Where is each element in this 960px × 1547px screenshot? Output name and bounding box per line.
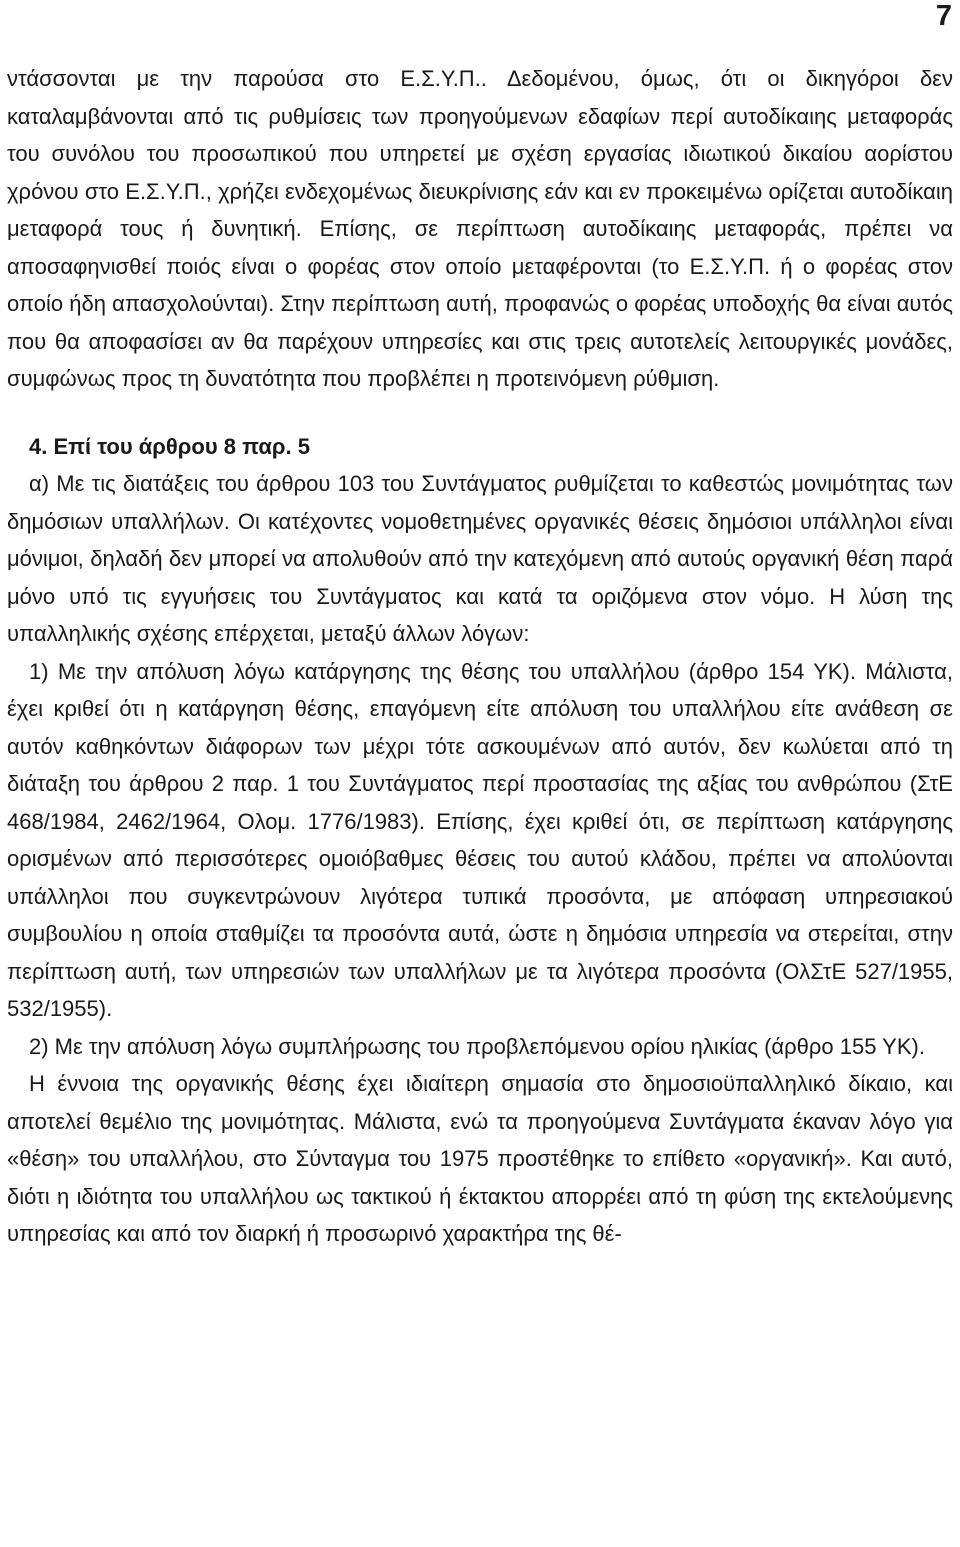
body-text — [7, 60, 953, 1253]
section-heading: 4. Επί του άρθρου 8 παρ. 5 — [29, 433, 310, 459]
paragraph-item-1: 1) Με την απόλυση λόγω κατάργησης της θέσης του υπαλλήλου (άρθρο 154 ΥΚ). Μάλιστα, έχει κριθεί ότι η κατάργηση θέσης, επαγόμενη είτε απόλυση του υπαλλήλου είτε ανάθεση σε αυτόν καθηκόντων διάφορων των μέχρι τότε ασκουμένων από αυτόν, δεν κωλύεται από τη διάταξη του άρθρου 2 παρ. 1 του Συντάγματος περί προστασίας της αξίας του ανθρώπου (ΣτΕ 468/1984, 2462/1964, Ολομ. 1776/1983). Επίσης, έχει κριθεί ότι, σε περίπτωση κατάργησης ορισμένων από περισσότερες ομοιόβαθμες θέσεις του αυτού κλάδου, πρέπει να απολύονται υπάλληλοι που συγκεντρώνουν λιγότερα τυπικά προσόντα, με απόφαση υπηρεσιακού συμβουλίου η οποία σταθμίζει τα προσόντα αυτά, ώστε η δημόσια υπηρεσία να στερείται, στην περίπτωση αυτή, των υπηρεσιών των υπαλλήλων με τα λιγότερα προσόντα (ΟλΣτΕ 527/1955, 532/1955). — [7, 658, 953, 1021]
paragraph-organic-position: Η έννοια της οργανικής θέσης έχει ιδιαίτερη σημασία στο δημοσιοϋπαλληλικό δίκαιο, και αποτελεί θεμέλιο της μονιμότητας. Μάλιστα, ενώ τα προηγούμενα Συντάγματα έκαναν λόγο για «θέση» του υπαλλήλου, στο Σύνταγμα του 1975 προστέθηκε το επίθετο «οργανική». Και αυτό, διότι η ιδιότητα του υπαλλήλου ως τακτικού ή έκτακτου απορρέει από τη φύση της εκτελούμενης υπηρεσίας και από τον διαρκή ή προσωρινό χαρακτήρα της θέ- — [7, 1071, 953, 1246]
paragraph-a: α) Με τις διατάξεις του άρθρου 103 του Συντάγματος ρυθμίζεται το καθεστώς μονιμότητας των δημόσιων υπαλλήλων. Οι κατέχοντες νομοθετημένες οργανικές θέσεις δημόσιοι υπάλληλοι είναι μόνιμοι, δηλαδή δεν μπορεί να απολυθούν από την κατεχόμενη από αυτούς οργανική θέση παρά μόνο υπό τις εγγυήσεις του Συντάγματος και κατά τα οριζόμενα στον νόμο. Η λύση της υπαλληλικής σχέσης επέρχεται, μεταξύ άλλων λόγων: — [7, 471, 953, 646]
paragraph-item-2: 2) Με την απόλυση λόγω συμπλήρωσης του προβλεπόμενου ορίου ηλικίας (άρθρο 155 ΥΚ). — [29, 1033, 925, 1059]
paragraph-intro: ντάσσονται με την παρούσα στο Ε.Σ.Υ.Π.. Δεδομένου, όμως, ότι οι δικηγόροι δεν καταλαμβάνονται από τις ρυθμίσεις των προηγούμενων εδαφίων περί αυτοδίκαιης μεταφοράς του συνόλου του προσωπικού που υπηρετεί με σχέση εργασίας ιδιωτικού δικαίου αορίστου χρόνου στο Ε.Σ.Υ.Π., χρήζει ενδεχομένως διευκρίνισης εάν και εν προκειμένω ορίζεται αυτοδίκαιη μεταφορά τους ή δυνητική. Επίσης, σε περίπτωση αυτοδίκαιης μεταφοράς, πρέπει να αποσαφηνισθεί ποιός είναι ο φορέας στον οποίο μεταφέρονται (το Ε.Σ.Υ.Π. ή ο φορέας στον οποίο ήδη απασχολούνται). Στην περίπτωση αυτή, προφανώς ο φορέας υποδοχής θα είναι αυτός που θα αποφασίσει αν θα παρέχουν υπηρεσίες και στις τρεις αυτοτελείς λειτουργικές μονάδες, συμφώνως προς τη δυνατότητα που προβλέπει η προτεινόμενη ρύθμιση. — [7, 66, 953, 391]
page-number: 7 — [935, 0, 952, 32]
